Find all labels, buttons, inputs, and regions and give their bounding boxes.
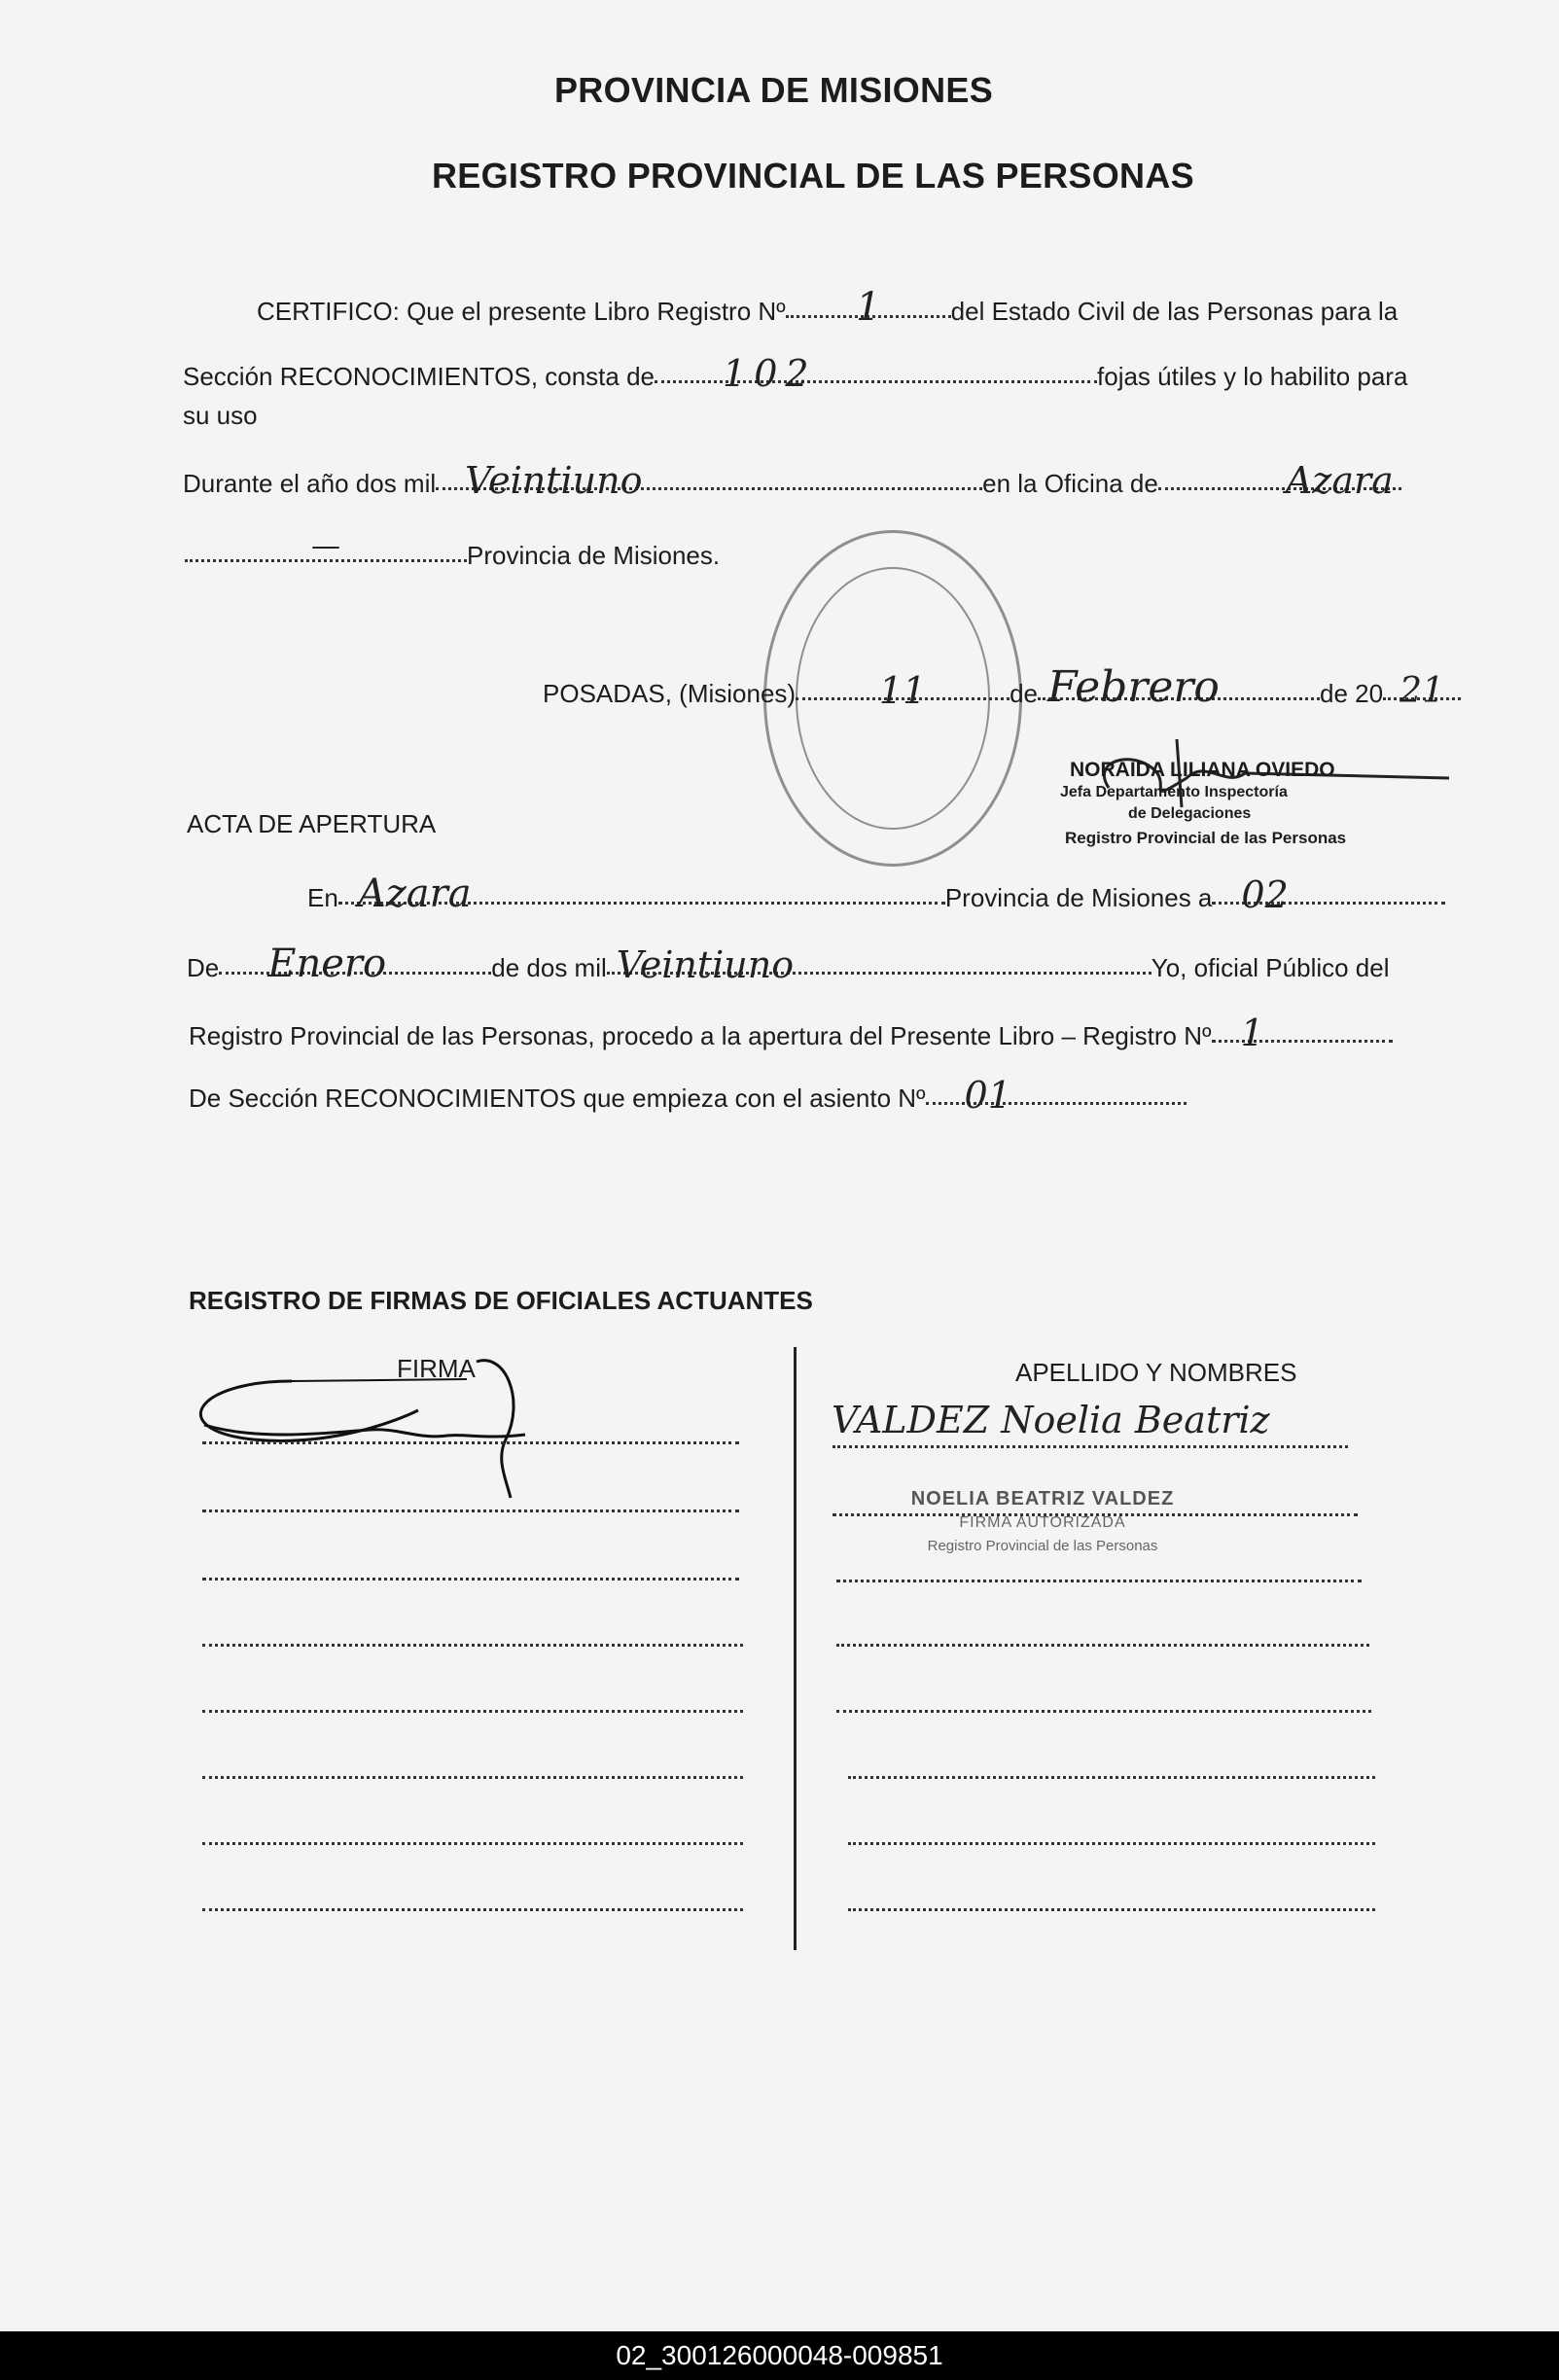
- dash-handwritten: —: [311, 529, 340, 563]
- certificate-line-5: [185, 529, 721, 571]
- day-handwritten: 11: [878, 669, 927, 712]
- officer-title-1: Jefa Departamento Inspectoría: [1060, 784, 1288, 800]
- apertura-line-1: [307, 871, 1445, 916]
- authorized-stamp: [887, 1488, 1198, 1554]
- office-name-handwritten: Azara: [1285, 459, 1394, 502]
- apertura-line-2: [187, 941, 1390, 986]
- certificate-text: Provincia de Misiones.: [467, 541, 721, 570]
- official-signature-scribble: [175, 1342, 584, 1508]
- officer-title-2: de Delegaciones: [1128, 805, 1252, 822]
- names-row-7: [848, 1842, 1375, 1845]
- names-row-4: [836, 1644, 1369, 1647]
- firma-column-header: FIRMA: [397, 1354, 476, 1383]
- firma-row-1: [202, 1441, 739, 1444]
- stamp-role: FIRMA AUTORIZADA: [959, 1514, 1126, 1531]
- firma-row-4: [202, 1644, 743, 1647]
- apertura-line-4: [189, 1074, 1187, 1117]
- certificate-text: en la Oficina de: [982, 469, 1158, 498]
- province-title: PROVINCIA DE MISIONES: [554, 70, 994, 110]
- place-handwritten: Azara: [357, 871, 472, 916]
- official-label: Yo, oficial Público del: [1151, 953, 1390, 982]
- posadas-date-line: [543, 662, 1461, 712]
- de-year-label: de 20: [1320, 679, 1384, 708]
- province-label: Provincia de Misiones a: [944, 883, 1213, 912]
- names-row-3: [836, 1580, 1362, 1582]
- month-handwritten: Febrero: [1047, 662, 1220, 712]
- registry-title: REGISTRO PROVINCIAL DE LAS PERSONAS: [432, 156, 1194, 195]
- stamp-org: Registro Provincial de las Personas: [927, 1538, 1158, 1554]
- firma-row-8: [202, 1908, 743, 1911]
- book-number-handwritten: 1: [855, 285, 881, 330]
- de-label: De: [187, 953, 220, 982]
- certificate-text: Sección RECONOCIMIENTOS, consta de: [183, 362, 655, 391]
- certificate-text: del Estado Civil de las Personas para la: [950, 297, 1399, 326]
- certificate-line-1: [257, 285, 1399, 330]
- certificate-text: fojas útiles y lo habilito para: [1097, 362, 1408, 391]
- names-row-5: [836, 1710, 1371, 1713]
- stamp-name: NOELIA BEATRIZ VALDEZ: [910, 1488, 1175, 1510]
- certificate-line-2: [183, 352, 1408, 395]
- names-row-1: [833, 1445, 1348, 1448]
- signatures-heading: REGISTRO DE FIRMAS DE OFICIALES ACTUANTES: [189, 1286, 813, 1315]
- names-column-header: APELLIDO Y NOMBRES: [1015, 1358, 1297, 1387]
- names-row-6: [848, 1776, 1375, 1779]
- firma-row-7: [202, 1842, 743, 1845]
- document-code-footer: 02_300126000048-009851: [0, 2331, 1559, 2380]
- apertura-line-3: [189, 1012, 1393, 1054]
- officer-title-3: Registro Provincial de las Personas: [1065, 829, 1347, 847]
- certificate-line-3: su uso: [183, 401, 258, 430]
- month-handwritten: Enero: [267, 941, 387, 986]
- apertura-heading: ACTA DE APERTURA: [187, 809, 437, 838]
- year-label: de dos mil: [491, 953, 607, 982]
- names-row-2: [833, 1513, 1358, 1516]
- year-words-handwritten: Veintiuno: [616, 943, 795, 986]
- certificate-text: CERTIFICO: Que el presente Libro Registro Nº: [257, 297, 786, 326]
- certificate-line-4: [183, 459, 1401, 502]
- firma-row-5: [202, 1710, 743, 1713]
- year-suffix-handwritten: 21: [1400, 671, 1444, 711]
- certificate-text: Durante el año dos mil: [183, 469, 437, 498]
- firma-row-3: [202, 1578, 739, 1581]
- officer-name: NORAIDA LILIANA OVIEDO: [1070, 759, 1335, 781]
- first-name-handwritten: VALDEZ Noelia Beatriz: [832, 1399, 1270, 1441]
- place-label: POSADAS, (Misiones): [543, 679, 797, 708]
- de-label: de: [1010, 679, 1038, 708]
- year-words-handwritten: Veintiuno: [465, 459, 643, 502]
- apertura-text: Registro Provincial de las Personas, procedo a la apertura del Presente Libro – Registro Nº: [189, 1021, 1212, 1050]
- book-number-handwritten: 1: [1240, 1012, 1264, 1054]
- apertura-text: De Sección RECONOCIMIENTOS que empieza con el asiento Nº: [189, 1083, 926, 1113]
- firma-row-2: [202, 1510, 739, 1512]
- day-handwritten: 02: [1241, 873, 1289, 916]
- column-divider: [794, 1347, 797, 1950]
- firma-row-6: [202, 1776, 743, 1779]
- names-row-8: [848, 1908, 1375, 1911]
- en-label: En: [307, 883, 338, 912]
- entry-number-handwritten: 01: [964, 1074, 1011, 1117]
- pages-count-handwritten: 102: [723, 352, 817, 395]
